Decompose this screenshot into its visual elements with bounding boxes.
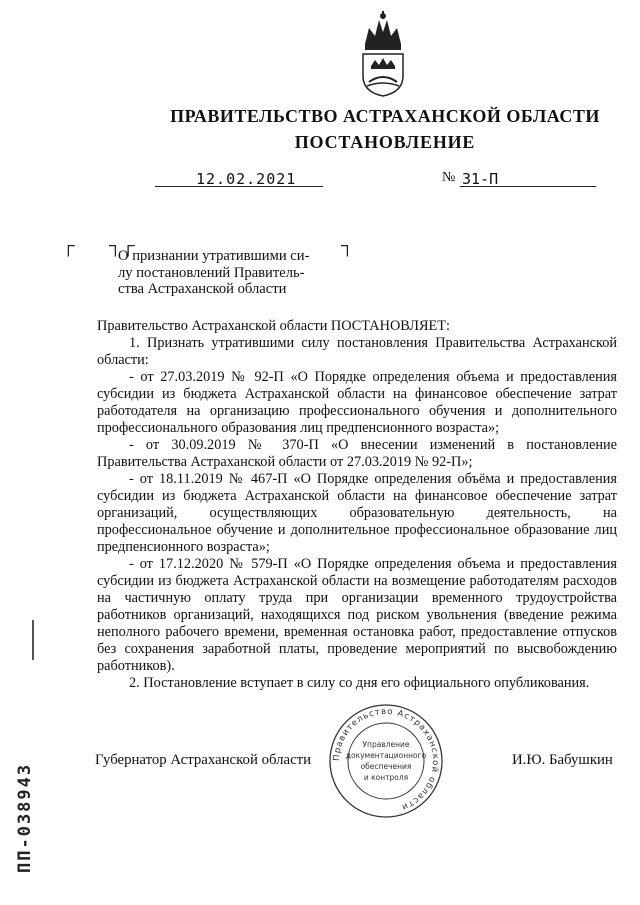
document-date: 12.02.2021 [196, 170, 297, 188]
signatory-role: Губернатор Астраханской области [95, 752, 312, 768]
document-title [118, 248, 350, 298]
document-number: 31-П [462, 170, 499, 188]
form-serial-number [6, 715, 36, 875]
number-underline [460, 186, 596, 187]
item-1: 1. Признать утратившими силу постановления Правительства Астраханской области: [97, 335, 617, 368]
stamp-center-line: Управление [362, 740, 410, 749]
margin-mark [32, 620, 34, 660]
left-corner-bracket: ┌ [62, 235, 75, 255]
title-close-bracket: ┐ [341, 235, 354, 255]
preamble: Правительство Астраханской области ПОСТАНОВЛЯЕТ: [97, 318, 450, 334]
document-type-heading: ПОСТАНОВЛЕНИЕ [294, 132, 476, 152]
stamp-ring-text: Правительство Астраханской области [331, 706, 441, 813]
coat-of-arms-emblem [357, 10, 409, 98]
date-underline [155, 186, 323, 187]
form-serial-text: ПП-038943 [15, 762, 35, 873]
title-line: О признании утратившими си- [118, 248, 310, 264]
stamp-center-line: обеспечения [360, 762, 412, 771]
official-stamp [328, 703, 444, 819]
document-body [97, 318, 617, 692]
title-open-bracket: ┐┌ [109, 235, 135, 255]
title-line: лу постановлений Правитель- [118, 264, 305, 281]
item-2: 2. Постановление вступает в силу со дня его официального опубликования. [129, 675, 590, 691]
number-label: № [442, 170, 456, 185]
subitem-1: - от 27.03.2019 № 92-П «О Порядке определения объема и предоставления субсидии из бюджета Астраханской области на финансовое обеспечение затрат работодателя на организацию профессионального обучения и дополнительного профессионального образования лиц предпенсионного возраста»; [97, 369, 617, 436]
subitem-4: - от 17.12.2020 № 579-П «О Порядке определения объема и предоставления субсидии из бюджета Астраханской области на возмещение работодателям расходов на частичную оплату труда при организации временного трудоустройства работников организаций, находящихся под риском увольнения (введение режима неполного рабочего времени, временная остановка работ, предоставление отпусков без сохранения заработной платы, проведение мероприятий по высвобождению работников). [97, 556, 617, 674]
subitem-3: - от 18.11.2019 № 467-П «О Порядке определения объёма и предоставления субсидии из бюджета Астраханской области на финансовое обеспечение затрат организаций, осуществляющих образовательную деятельность, на профессиональное обучение и дополнительное профессиональное образование лиц предпенсионного возраста»; [97, 471, 617, 555]
stamp-center-line: и контроля [363, 773, 409, 782]
organization-heading: ПРАВИТЕЛЬСТВО АСТРАХАНСКОЙ ОБЛАСТИ [170, 106, 600, 126]
title-line: ства Астраханской области [118, 281, 287, 297]
stamp-center-line: документационного [345, 751, 427, 760]
signatory-name: И.Ю. Бабушкин [512, 752, 613, 768]
subitem-2: - от 30.09.2019 № 370-П «О внесении изменений в постановление Правительства Астраханской области от 27.03.2019 № 92-П»; [97, 437, 617, 470]
